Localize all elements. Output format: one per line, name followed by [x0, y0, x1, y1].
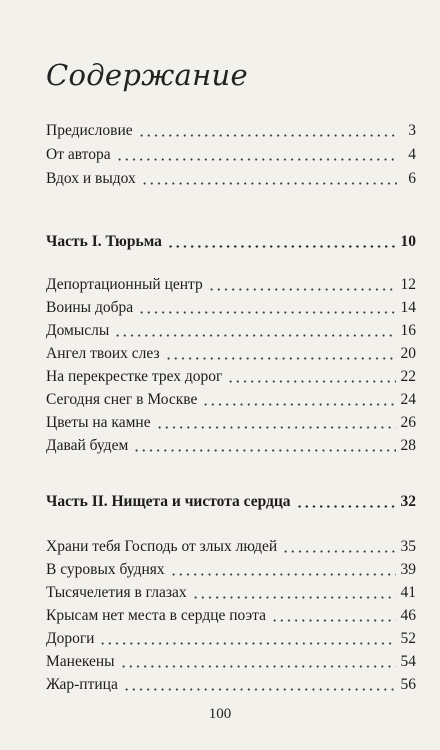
toc-entry-page: 54	[400, 653, 416, 670]
toc-entry[interactable]	[46, 558, 416, 582]
dot-leader	[282, 550, 395, 553]
folio-page-number: 100	[208, 706, 232, 722]
toc-entry-page: 56	[400, 676, 416, 693]
dot-leader	[296, 505, 396, 508]
dot-leader	[99, 642, 395, 645]
toc-entry-title: Храни тебя Господь от злых людей	[46, 538, 278, 555]
toc-entry[interactable]	[46, 388, 416, 412]
dot-leader	[165, 357, 396, 360]
page-title: Содержание	[46, 58, 248, 92]
toc-entry-title: Дороги	[46, 630, 95, 647]
dot-leader	[138, 311, 395, 314]
toc-part-two[interactable]	[46, 490, 416, 514]
toc-entry[interactable]	[46, 604, 416, 628]
toc-entry-page: 12	[400, 276, 416, 293]
toc-entry[interactable]	[46, 296, 416, 320]
toc-entry-title: Крысам нет места в сердце поэта	[46, 607, 266, 624]
toc-entry-title: Тысячелетия в глазах	[46, 584, 187, 601]
toc-entry[interactable]	[46, 365, 416, 389]
dot-leader	[202, 403, 395, 406]
dot-leader	[114, 334, 395, 337]
toc-entry-page: 4	[408, 146, 416, 163]
toc-entry-page: 39	[400, 561, 416, 578]
dot-leader	[133, 449, 395, 452]
toc-entry-title: Жар-птица	[46, 676, 118, 693]
toc-entry-from-author[interactable]	[46, 143, 416, 167]
toc-entry[interactable]	[46, 581, 416, 605]
toc-entry-page: 46	[400, 607, 416, 624]
toc-entry-page: 35	[400, 538, 416, 555]
toc-entry-title: В суровых буднях	[46, 561, 165, 578]
toc-entry-title: Цветы на камне	[46, 414, 151, 431]
toc-entry[interactable]	[46, 434, 416, 458]
toc-entry-page: 20	[400, 345, 416, 362]
dot-leader	[208, 288, 396, 291]
toc-part-one[interactable]	[46, 230, 416, 254]
toc-entry-page: 28	[400, 437, 416, 454]
toc-entry-page: 52	[400, 630, 416, 647]
toc-entry-title: Давай будем	[46, 437, 129, 454]
toc-entry-page: 14	[400, 299, 416, 316]
dot-leader	[123, 688, 396, 691]
toc-entry-title: Вдох и выдох	[46, 170, 136, 187]
dot-leader	[138, 134, 397, 137]
dot-leader	[141, 182, 397, 185]
toc-entry[interactable]	[46, 319, 416, 343]
toc-entry-title: Сегодня снег в Москве	[46, 391, 198, 408]
toc-entry[interactable]	[46, 627, 416, 651]
dot-leader	[120, 665, 396, 668]
dot-leader	[116, 158, 397, 161]
dot-leader	[156, 426, 396, 429]
toc-part-page: 10	[400, 233, 416, 250]
dot-leader	[167, 245, 396, 248]
toc-entry-page: 26	[400, 414, 416, 431]
toc-entry-page: 16	[400, 322, 416, 339]
dot-leader	[271, 619, 396, 622]
dot-leader	[192, 596, 396, 599]
toc-entry[interactable]	[46, 273, 416, 297]
toc-entry-page: 24	[400, 391, 416, 408]
toc-entry-title: Ангел твоих слез	[46, 345, 160, 362]
toc-part-title: Часть II. Нищета и чистота сердца	[46, 493, 291, 510]
toc-entry-title: На перекрестке трех дорог	[46, 368, 223, 385]
toc-entry-title: От автора	[46, 146, 111, 163]
toc-entry[interactable]	[46, 411, 416, 435]
toc-part-title: Часть I. Тюрьма	[46, 233, 162, 250]
toc-entry-page: 3	[408, 122, 416, 139]
toc-entry-inhale-exhale[interactable]	[46, 167, 416, 191]
toc-entry-preface[interactable]	[46, 119, 416, 143]
toc-entry-title: Домыслы	[46, 322, 110, 339]
toc-entry[interactable]	[46, 673, 416, 697]
toc-entry[interactable]	[46, 342, 416, 366]
dot-leader	[227, 380, 395, 383]
toc-entry-page: 41	[400, 584, 416, 601]
toc-entry-title: Предисловие	[46, 122, 133, 139]
toc-entry[interactable]	[46, 535, 416, 559]
toc-entry-page: 22	[400, 368, 416, 385]
toc-entry-page: 6	[408, 170, 416, 187]
toc-entry-title: Манекены	[46, 653, 115, 670]
toc-part-page: 32	[400, 493, 416, 510]
dot-leader	[170, 573, 396, 576]
toc-entry-title: Депортационный центр	[46, 276, 203, 293]
toc-entry[interactable]	[46, 650, 416, 674]
toc-entry-title: Воины добра	[46, 299, 134, 316]
